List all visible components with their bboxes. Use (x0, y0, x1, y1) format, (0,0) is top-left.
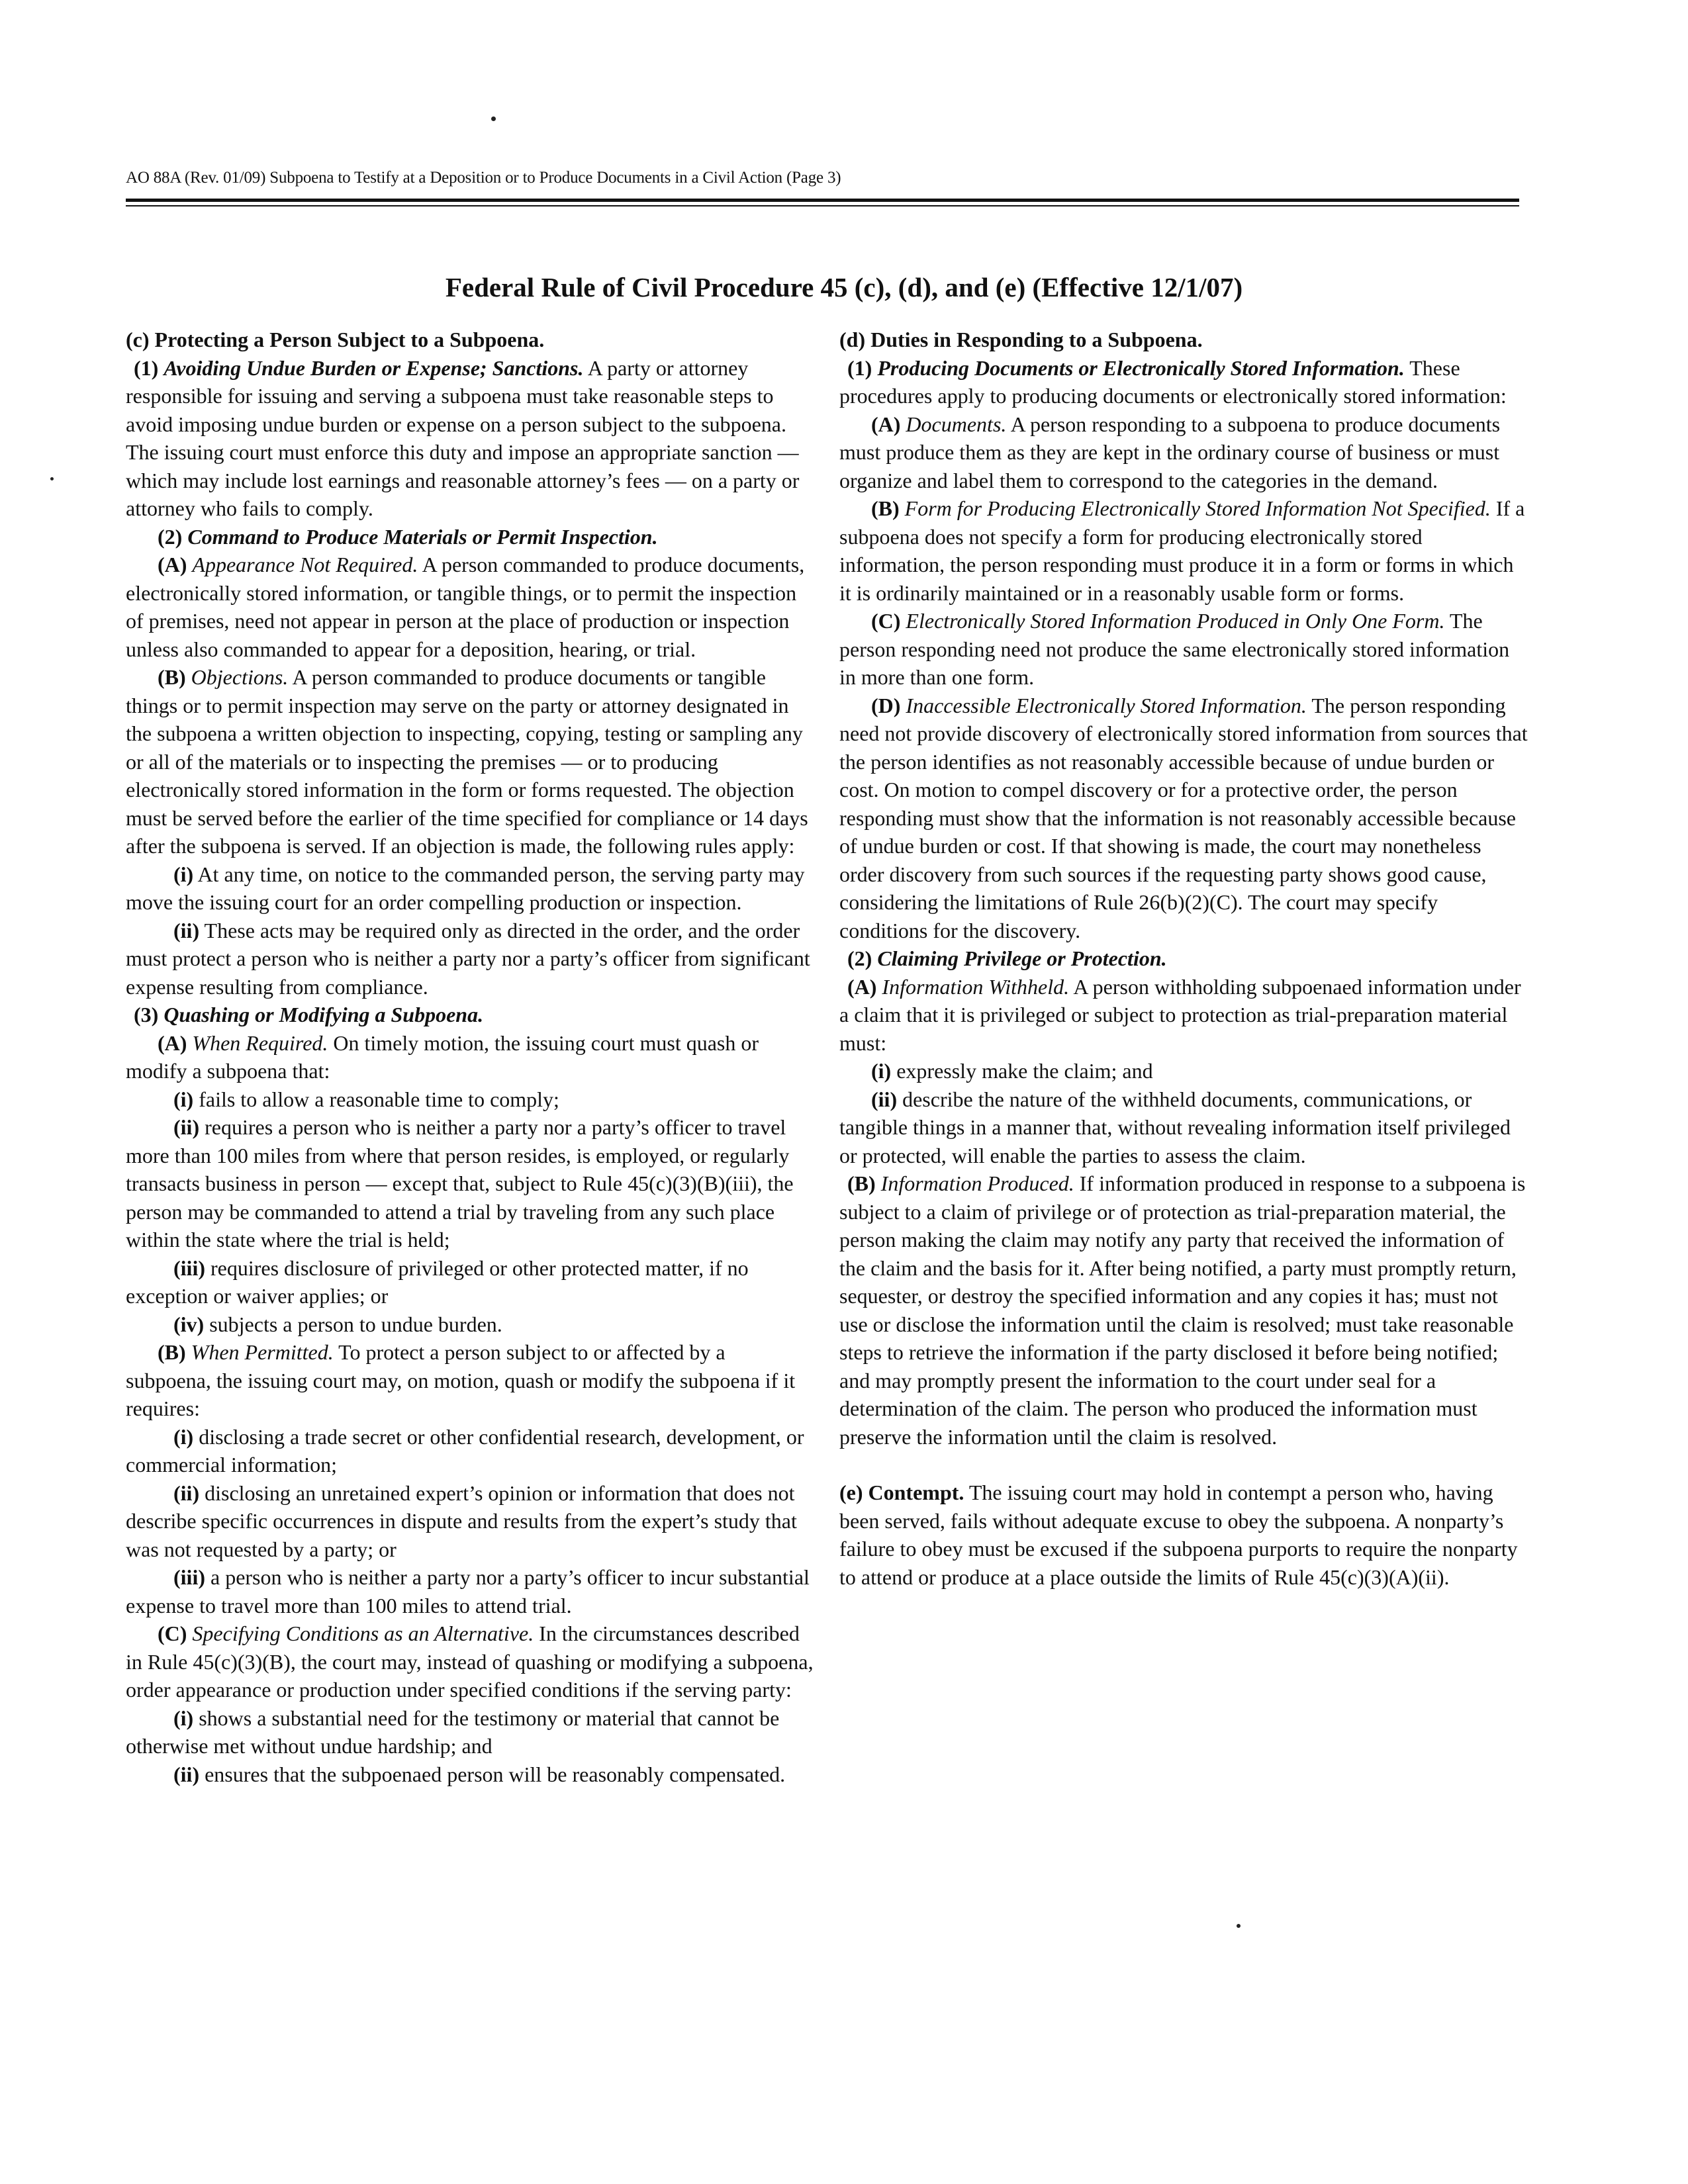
paragraph-d2: (2) Claiming Privilege or Protection. (847, 946, 1167, 970)
paragraph-d1D: (D) Inaccessible Electronically Stored Information. The person responding need not provide discovery of electronically stored information from sources that the person identifies as not reasonably accessible because of undue burden or cost. On motion to compel discovery or for a protective order, the person responding must show that the information is not reasonably accessible because of undue burden or cost. If that showing is made, the court may nonetheless order discovery from such sources if the requesting party shows good cause, considering the limitations of Rule 26(b)(2)(C). The court may specify conditions for the discovery. (839, 693, 1528, 942)
paragraph-c3Cii: (ii) ensures that the subpoenaed person will be reasonably compensated. (173, 1762, 786, 1786)
document-title: Federal Rule of Civil Procedure 45 (c), (d), and (e) (Effective 12/1/07) (445, 272, 1243, 302)
paragraph-c3Aiii: (iii) requires disclosure of privileged or other protected matter, if no exception or waiver applies; or (126, 1255, 749, 1308)
paragraph-c2A: (A) Appearance Not Required. A person commanded to produce documents, electronically stored information, or tangible things, or to permit the inspection of premises, need not appear in person at the place of production or inspection unless also commanded to appear for a deposition, hearing, or trial. (126, 553, 805, 661)
paragraph-d2Ai: (i) expressly make the claim; and (871, 1059, 1153, 1083)
scan-speck (1237, 1924, 1241, 1928)
paragraph-d2B: (B) Information Produced. If information produced in response to a subpoena is subject to a claim of privilege or of protection as trial-preparation material, the person making the claim may notify any party that received the information of the claim and the basis for it. After being notified, a party must promptly return, sequester, or destroy the specified information and any copies it has; must not use or disclose the information until the claim is resolved; must take reasonable steps to retrieve the information if the party disclosed it before being notified; and may promptly present the information to the court under seal for a determination of the claim. The person who produced the information must preserve the information until the claim is resolved. (839, 1171, 1526, 1449)
scan-speck (50, 477, 54, 480)
paragraph-c3Ci: (i) shows a substantial need for the testimony or material that cannot be otherwise met without undue hardship; and (126, 1706, 780, 1758)
paragraph-c3B: (B) When Permitted. To protect a person subject to or affected by a subpoena, the issuing court may, on motion, quash or modify the subpoena if it requires: (126, 1340, 796, 1420)
paragraph-c3Aiv: (iv) subjects a person to undue burden. (173, 1312, 502, 1336)
paragraph-d1: (1) Producing Documents or Electronically Stored Information. These procedures apply to producing documents or electronically stored information: (839, 355, 1507, 408)
section-c-heading: (c) Protecting a Person Subject to a Subpoena. (126, 328, 545, 351)
header-rule-thin (126, 205, 1519, 206)
form-header: AO 88A (Rev. 01/09) Subpoena to Testify at a Deposition or to Produce Documents in a Civil Action (Page 3) (126, 169, 841, 187)
paragraph-c3Ai: (i) fails to allow a reasonable time to comply; (173, 1087, 559, 1111)
scan-speck (491, 116, 496, 121)
right-column (839, 326, 1528, 1591)
paragraph-c3A: (A) When Required. On timely motion, the issuing court must quash or modify a subpoena that: (126, 1030, 759, 1083)
paragraph-c2: (2) Command to Produce Materials or Permit Inspection. (158, 524, 658, 549)
paragraph-c1: (1) Avoiding Undue Burden or Expense; Sanctions. A party or attorney responsible for issuing and serving a subpoena must take reasonable steps to avoid imposing undue burden or expense on a person subject to the subpoena. The issuing court must enforce this duty and impose an appropriate sanction — which may include lost earnings and reasonable attorney’s fees — on a party or attorney who fails to comply. (126, 355, 800, 520)
header-rule-thick (126, 199, 1519, 202)
section-d-heading: (d) Duties in Responding to a Subpoena. (839, 328, 1203, 351)
paragraph-c3: (3) Quashing or Modifying a Subpoena. (134, 1003, 484, 1026)
paragraph-e: (e) Contempt. The issuing court may hold in contempt a person who, having been served, fails without adequate excuse to obey the subpoena. A nonparty’s failure to obey must be excused if the subpoena purports to require the nonparty to attend or produce at a place outside the limits of Rule 45(c)(3)(A)(ii). (839, 1480, 1518, 1589)
paragraph-c2Bi: (i) At any time, on notice to the commanded person, the serving party may move the issuing court for an order compelling production or inspection. (126, 862, 805, 914)
paragraph-c2B: (B) Objections. A person commanded to produce documents or tangible things or to permit inspection may serve on the party or attorney designated in the subpoena a written objection to inspecting, copying, testing or sampling any or all of the materials or to inspecting the premises — or to producing electronically stored information in the form or forms requested. The objection must be served before the earlier of the time specified for compliance or 14 days after the subpoena is served. If an objection is made, the following rules apply: (126, 665, 808, 858)
paragraph-c3Biii: (iii) a person who is neither a party nor a party’s officer to incur substantial expense to travel more than 100 miles to attend trial. (126, 1565, 810, 1617)
paragraph-d1B: (B) Form for Producing Electronically Stored Information Not Specified. If a subpoena does not specify a form for producing electronically stored information, the person responding must produce it in a form or forms in which it is ordinarily maintained or in a reasonably usable form or forms. (839, 496, 1525, 605)
paragraph-d1C: (C) Electronically Stored Information Produced in Only One Form. The person responding need not produce the same electronically stored information in more than one form. (839, 609, 1510, 689)
paragraph-d2Aii: (ii) describe the nature of the withheld documents, communications, or tangible things in a manner that, without revealing information itself privileged or protected, will enable the parties to assess the claim. (839, 1087, 1511, 1167)
paragraph-d1A: (A) Documents. A person responding to a subpoena to produce documents must produce them as they are kept in the ordinary course of business or must organize and label them to correspond to the categories in the demand. (839, 412, 1501, 492)
paragraph-c3Aii: (ii) requires a person who is neither a party nor a party’s officer to travel more than 100 miles from where that person resides, is employed, or regularly transacts business in person — except that, subject to Rule 45(c)(3)(B)(iii), the person may be commanded to attend a trial by traveling from any such place within the state where the trial is held; (126, 1115, 794, 1251)
paragraph-c3C: (C) Specifying Conditions as an Alternative. In the circumstances described in Rule 45(c)(3)(B), the court may, instead of quashing or modifying a subpoena, order appearance or production under specified conditions if the serving party: (126, 1621, 814, 1702)
paragraph-c3Bii: (ii) disclosing an unretained expert’s opinion or information that does not describe specific occurrences in dispute and results from the expert’s study that was not requested by a party; or (126, 1480, 797, 1561)
paragraph-c3Bi: (i) disclosing a trade secret or other confidential research, development, or commercial information; (126, 1424, 804, 1477)
paragraph-c2Bii: (ii) These acts may be required only as directed in the order, and the order must protect a person who is neither a party nor a party’s officer from significant expense resulting from compliance. (126, 918, 810, 999)
left-column (126, 326, 814, 1788)
paragraph-d2A: (A) Information Withheld. A person withholding subpoenaed information under a claim that it is privileged or subject to protection as trial-preparation material must: (839, 974, 1521, 1055)
